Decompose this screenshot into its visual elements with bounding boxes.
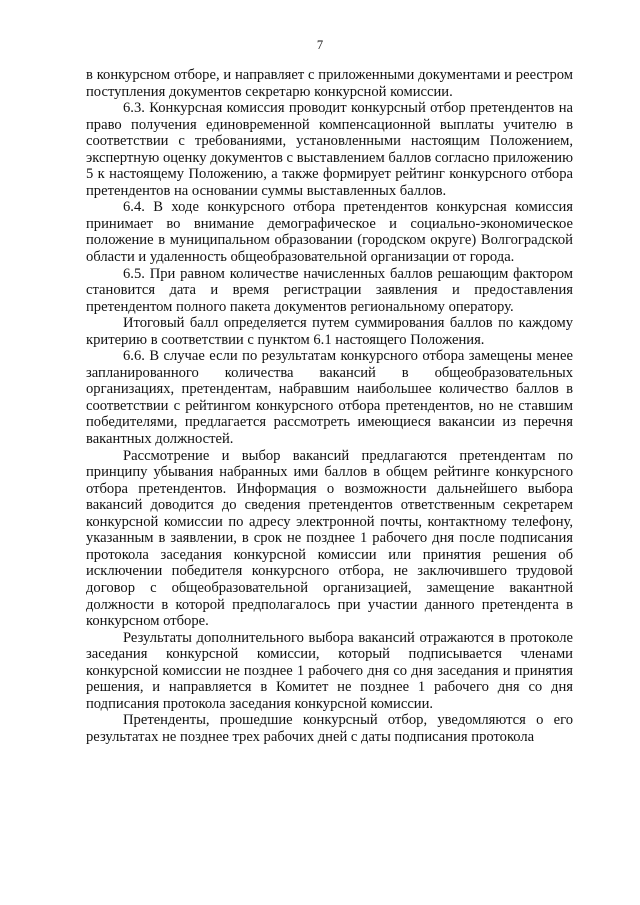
- paragraph-6-5: 6.5. При равном количестве начисленных баллов решающим фактором становится дата и время регистрации заявления и предоставления претендентом полного пакета документов региональному оператору.: [86, 265, 573, 315]
- paragraph-6-6: 6.6. В случае если по результатам конкурсного отбора замещены менее запланированного количества вакансий в общеобразовательных организациях, претендентам, набравшим наибольшее количество баллов в соответствии с рейтингом конкурсного отбора претендентов, но не ставшим победителями, предлагается рассмотреть имеющиеся вакансии из перечня вакантных должностей.: [86, 348, 573, 448]
- page-number: 7: [316, 38, 324, 52]
- paragraph-6-3: 6.3. Конкурсная комиссия проводит конкурсный отбор претендентов на право получения единовременной компенсационной выплаты учителю в соответствии с требованиями, установленными настоящим Положением, экспертную оценку документов с выставлением баллов согласно приложению 5 к настоящему Положению, а также формирует рейтинг конкурсного отбора претендентов на основании суммы выставленных баллов.: [86, 100, 573, 199]
- paragraph-vacancy-selection: Рассмотрение и выбор вакансий предлагаются претендентам по принципу убывания набранных ими баллов в общем рейтинге конкурсного отбора претендентов. Информация о возможности дальнейшего выбора вакансий доводится до сведения претендентов ответственным секретарем конкурсной комиссии по адресу электронной почты, контактному телефону, указанным в заявлении, в срок не позднее 1 рабочего дня после подписания протокола заседания конкурсной комиссии или принятия решения об исключении победителя конкурсного отбора, не заключившего трудовой договор с общеобразовательной организацией, замещение вакантной должности в которой предполагалось при участии данного претендента в конкурсном отборе.: [86, 447, 573, 630]
- paragraph-continuation: в конкурсном отборе, и направляет с приложенными документами и реестром поступления документов секретарю конкурсной комиссии.: [86, 67, 573, 100]
- paragraph-total-score: Итоговый балл определяется путем суммирования баллов по каждому критерию в соответствии с пунктом 6.1 настоящего Положения.: [86, 315, 573, 348]
- paragraph-notification: Претенденты, прошедшие конкурсный отбор, уведомляются о его результатах не позднее трех рабочих дней с даты подписания протокола: [86, 712, 573, 745]
- paragraph-additional-results: Результаты дополнительного выбора вакансий отражаются в протоколе заседания конкурсной комиссии, который подписывается членами конкурсной комиссии не позднее 1 рабочего дня со дня заседания и принятия решения, и направляется в Комитет не позднее 1 рабочего дня со дня подписания протокола заседания конкурсной комиссии.: [86, 629, 573, 712]
- paragraph-6-4: 6.4. В ходе конкурсного отбора претендентов конкурсная комиссия принимает во внимание демографическое и социально-экономическое положение в муниципальном образовании (городском округе) Волгоградской области и удаленность общеобразовательной организации от города.: [86, 199, 573, 266]
- document-body: [86, 67, 573, 745]
